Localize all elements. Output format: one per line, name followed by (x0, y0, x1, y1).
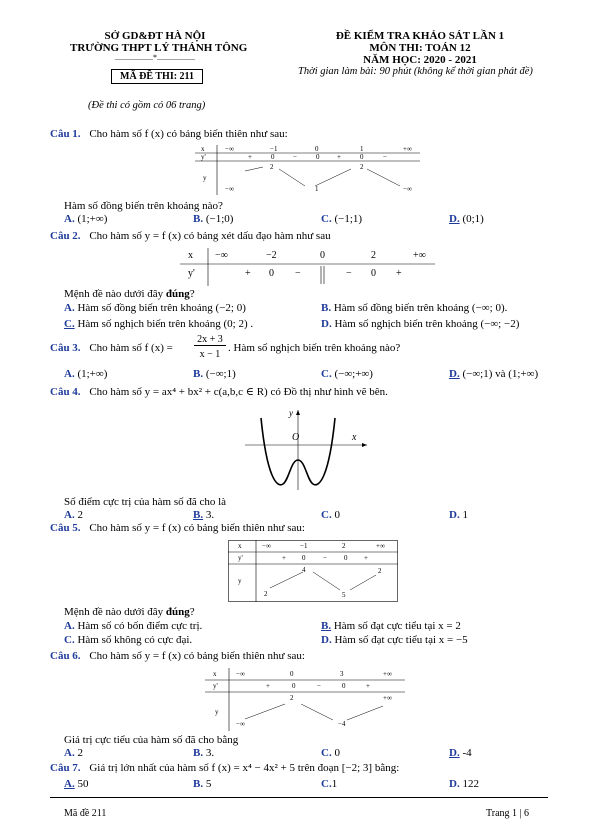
question-7 (50, 762, 399, 774)
vt6-s2: 0 (292, 682, 296, 690)
option-letter-answer: C. (64, 318, 75, 330)
vt1-v2: 2 (360, 163, 364, 171)
vt5-x2: −1 (300, 542, 308, 550)
q7-option-d[interactable] (449, 778, 479, 790)
vt6-v2: +∞ (383, 694, 392, 702)
question-text: Cho hàm số f (x) có bảng biến thiên như sau: (89, 128, 288, 140)
q1-option-a[interactable] (64, 213, 107, 225)
st2-x5: +∞ (413, 250, 426, 261)
option-text: Hàm số đạt cực tiểu tại x = 2 (333, 620, 461, 632)
option-letter: D. (321, 318, 332, 330)
vt5-yp: y' (238, 554, 243, 562)
option-text: Hàm số nghịch biến trên khoảng (0; 2) . (77, 318, 254, 330)
school-name: TRƯỜNG THPT LÝ THÁNH TÔNG (70, 42, 248, 54)
vt1-s6: 0 (360, 153, 364, 161)
vt1-v1: 2 (270, 163, 274, 171)
option-letter: A. (64, 509, 75, 521)
question-label: Câu 5. (50, 522, 81, 534)
option-text: (0;1) (462, 213, 484, 225)
vt6-x3: 3 (340, 670, 344, 678)
vt1-yp: y' (201, 153, 206, 161)
variation-table-6 (205, 668, 405, 731)
option-text: (−1;0) (205, 213, 234, 225)
option-text: (−∞;1) và (1;+∞) (462, 368, 539, 380)
vt5-x1: −∞ (262, 542, 271, 550)
q4-option-b[interactable] (193, 509, 214, 521)
vt1-v4: −∞ (225, 185, 234, 193)
option-text: 3. (205, 747, 215, 759)
q2-question (64, 288, 195, 300)
q4-option-c[interactable] (321, 509, 340, 521)
question-label: Câu 1. (50, 128, 81, 140)
vt6-yp: y' (213, 682, 218, 690)
vt6-s1: + (266, 682, 270, 690)
q5-question (64, 606, 195, 618)
vt1-v3: 1 (315, 185, 319, 193)
option-letter: D. (321, 634, 332, 646)
question-emphasis: đúng (165, 606, 190, 618)
option-text: (−1;1) (334, 213, 363, 225)
q3-option-d[interactable] (449, 368, 538, 380)
question-text: Giá trị lớn nhất của hàm số f (x) = x⁴ − 4x² + 5 trên đoạn [−2; 3] bằng: (89, 762, 400, 774)
option-letter: D. (449, 509, 460, 521)
option-text: (1;+∞) (77, 213, 108, 225)
q6-option-c[interactable] (321, 747, 340, 759)
option-letter: B. (193, 778, 204, 790)
q2-option-a[interactable] (64, 302, 246, 314)
vt5-s2: 0 (302, 554, 306, 562)
option-letter-answer: A. (64, 778, 75, 790)
option-text: Hàm số đạt cực tiểu tại x = −5 (334, 634, 468, 646)
option-letter: B. (193, 368, 204, 380)
vt1-s7: − (383, 153, 387, 161)
option-letter: A. (64, 368, 75, 380)
option-text: 3. (205, 509, 215, 521)
q5-option-d[interactable] (321, 634, 468, 646)
fraction-numerator: 2x + 3 (194, 334, 226, 346)
vt6-v3: −∞ (236, 720, 245, 728)
question-label: Câu 7. (50, 762, 81, 774)
exam-code-box: MÃ ĐỀ THI: 211 (111, 69, 203, 84)
footer-page-number: Trang 1 | 6 (486, 808, 530, 819)
option-letter-answer: B. (321, 620, 332, 632)
vt5-s3: − (323, 554, 327, 562)
vt1-s2: 0 (271, 153, 275, 161)
q5-option-a[interactable] (64, 620, 202, 632)
vt1-x: x (201, 145, 205, 153)
option-letter: A. (64, 213, 75, 225)
option-text: 0 (334, 747, 340, 759)
option-text: 50 (77, 778, 89, 790)
option-letter: A. (64, 302, 75, 314)
option-text: 0 (334, 509, 340, 521)
st2-x: x (188, 250, 193, 261)
graph-x-label: x (352, 432, 357, 443)
q6-option-a[interactable] (64, 747, 83, 759)
option-letter: C. (64, 634, 75, 646)
q2-option-c[interactable] (64, 318, 253, 330)
question-5 (50, 522, 305, 534)
option-letter: D. (449, 778, 460, 790)
st2-s6: + (396, 268, 402, 279)
question-suffix: ? (189, 606, 195, 618)
option-text: 1 (331, 778, 338, 790)
variation-table-5 (228, 540, 398, 602)
vt5-v2: 2 (264, 590, 268, 598)
option-text: Hàm số có bốn điểm cực trị. (77, 620, 203, 632)
question-4 (50, 385, 388, 398)
q4-question: Số điểm cực trị của hàm số đã cho là (64, 496, 227, 508)
question-prefix: Mệnh đề nào dưới đây (64, 606, 166, 618)
vt5-s5: + (364, 554, 368, 562)
vt6-s5: + (366, 682, 370, 690)
vt5-x4: +∞ (376, 542, 385, 550)
vt6-x4: +∞ (383, 670, 392, 678)
q2-option-b[interactable] (321, 302, 507, 314)
vt5-v1: 4 (302, 566, 306, 574)
dept-name: SỞ GD&ĐT HÀ NỘI (104, 30, 206, 42)
st2-x3: 0 (320, 250, 325, 261)
option-text: 2 (77, 509, 83, 521)
footer-exam-code: Mã đề 211 (64, 808, 107, 819)
option-letter: C. (321, 778, 332, 790)
option-text: (−∞;1) (205, 368, 236, 380)
q4-option-a[interactable] (64, 509, 83, 521)
q3-option-a[interactable] (64, 368, 107, 380)
question-6 (50, 650, 305, 662)
option-letter-answer: D. (449, 747, 460, 759)
option-text: (1;+∞) (77, 368, 108, 380)
option-text: Hàm số nghịch biến trên khoảng (−∞; −2) (334, 318, 520, 330)
vt1-x1: −∞ (225, 145, 234, 153)
option-letter: C. (321, 368, 332, 380)
st2-s5: 0 (371, 268, 376, 279)
q5-option-c[interactable] (64, 634, 192, 646)
question-2 (50, 230, 331, 242)
vt6-x: x (213, 670, 217, 678)
option-text: Hàm số không có cực đại. (77, 634, 193, 646)
vt1-x4: 1 (360, 145, 364, 153)
st2-s1: + (245, 268, 251, 279)
option-text: 122 (462, 778, 479, 790)
vt6-s3: − (317, 682, 321, 690)
option-letter-answer: B. (193, 509, 204, 521)
option-letter: C. (321, 509, 332, 521)
vt1-x5: +∞ (403, 145, 412, 153)
vt6-x2: 0 (290, 670, 294, 678)
vt1-v5: −∞ (403, 185, 412, 193)
vt6-y: y (215, 708, 219, 716)
option-letter-answer: D. (449, 213, 460, 225)
q2-option-d[interactable] (321, 318, 519, 330)
question-1 (50, 128, 288, 140)
st2-x2: −2 (266, 250, 277, 261)
q1-option-c[interactable] (321, 213, 362, 225)
option-letter: B. (321, 302, 332, 314)
option-letter-answer: D. (449, 368, 460, 380)
vt1-s1: + (248, 153, 252, 161)
question-label: Câu 2. (50, 230, 81, 242)
vt1-s3: − (293, 153, 297, 161)
fraction-denominator: x − 1 (199, 349, 221, 360)
st2-yp: y' (188, 268, 195, 279)
question-text: Cho hàm số f (x) = (89, 342, 173, 354)
vt6-x1: −∞ (236, 670, 245, 678)
exam-subject: MÔN THI: TOÁN 12 (369, 42, 471, 54)
option-letter: B. (193, 213, 204, 225)
option-letter: B. (193, 747, 204, 759)
graph-origin-label: O (292, 432, 300, 443)
option-text: 5 (205, 778, 212, 790)
exam-title: ĐỀ KIỂM TRA KHẢO SÁT LẦN 1 (335, 30, 505, 42)
question-label: Câu 3. (50, 342, 81, 354)
quartic-graph (245, 408, 370, 490)
question-suffix: ? (189, 288, 195, 300)
q6-option-d[interactable] (449, 747, 472, 759)
q5-option-b[interactable] (321, 620, 461, 632)
vt1-s4: 0 (316, 153, 320, 161)
st2-x4: 2 (371, 250, 376, 261)
q4-option-d[interactable] (449, 509, 468, 521)
q7-option-b[interactable] (193, 778, 211, 790)
vt5-y: y (238, 577, 242, 585)
question-3 (50, 342, 173, 354)
option-text: -4 (462, 747, 472, 759)
q6-question: Giá trị cực tiểu của hàm số đã cho bằng (64, 734, 239, 746)
vt6-s4: 0 (342, 682, 346, 690)
vt5-x: x (238, 542, 242, 550)
q6-option-b[interactable] (193, 747, 214, 759)
question-text-suffix: . Hàm số nghịch biến trên khoảng nào? (228, 342, 401, 354)
option-text: (−∞;+∞) (334, 368, 373, 380)
q3-option-b[interactable] (193, 368, 236, 380)
exam-year: NĂM HỌC: 2020 - 2021 (363, 54, 477, 66)
st2-x1: −∞ (215, 250, 228, 261)
option-letter: A. (64, 747, 75, 759)
question-text: Cho hàm số y = ax⁴ + bx² + c(a,b,c ∈ R) có Đồ thị như hình vẽ bên. (89, 386, 388, 398)
q1-option-b[interactable] (193, 213, 233, 225)
vt5-x3: 2 (342, 542, 346, 550)
header-dots: ...................*................... (115, 53, 195, 62)
q7-option-c[interactable] (321, 778, 337, 790)
pages-note: (Đề thi có gồm có 06 trang) (88, 100, 206, 111)
question-emphasis: đúng (165, 288, 190, 300)
question-label: Câu 4. (50, 386, 81, 398)
vt1-x3: 0 (315, 145, 319, 153)
st2-s3: − (295, 268, 301, 279)
exam-time: Thời gian làm bài: 90 phút (không kể thời gian phát đề) (298, 66, 533, 77)
vt6-v1: 2 (290, 694, 294, 702)
vt5-s1: + (282, 554, 286, 562)
vt5-s4: 0 (344, 554, 348, 562)
vt6-v4: −4 (338, 720, 346, 728)
st2-s2: 0 (269, 268, 274, 279)
q3-option-c[interactable] (321, 368, 373, 380)
option-letter: C. (321, 213, 332, 225)
vt1-x2: −1 (270, 145, 278, 153)
option-text: 1 (462, 509, 468, 521)
question-text: Cho hàm số y = f (x) có bảng xét dấu đạo hàm như sau (89, 230, 331, 242)
option-letter: A. (64, 620, 75, 632)
graph-y-label: y (289, 408, 293, 418)
option-text: 2 (77, 747, 83, 759)
q1-option-d[interactable] (449, 213, 484, 225)
vt1-y: y (203, 174, 207, 182)
option-letter: C. (321, 747, 332, 759)
question-label: Câu 6. (50, 650, 81, 662)
q1-question: Hàm số đồng biến trên khoảng nào? (64, 200, 223, 212)
option-text: Hàm số đồng biến trên khoảng (−2; 0) (77, 302, 246, 314)
vt5-v3: 2 (378, 567, 382, 575)
question-prefix: Mệnh đề nào dưới đây (64, 288, 166, 300)
footer-divider (50, 797, 548, 798)
question-text: Cho hàm số y = f (x) có bảng biến thiên như sau: (89, 650, 305, 662)
st2-s4: − (346, 268, 352, 279)
vt1-s5: + (337, 153, 341, 161)
q7-option-a[interactable] (64, 778, 88, 790)
option-text: Hàm số đồng biến trên khoảng (−∞; 0). (333, 302, 508, 314)
vt5-v4: 5 (342, 591, 346, 599)
question-text: Cho hàm số y = f (x) có bảng biến thiên như sau: (89, 522, 305, 534)
